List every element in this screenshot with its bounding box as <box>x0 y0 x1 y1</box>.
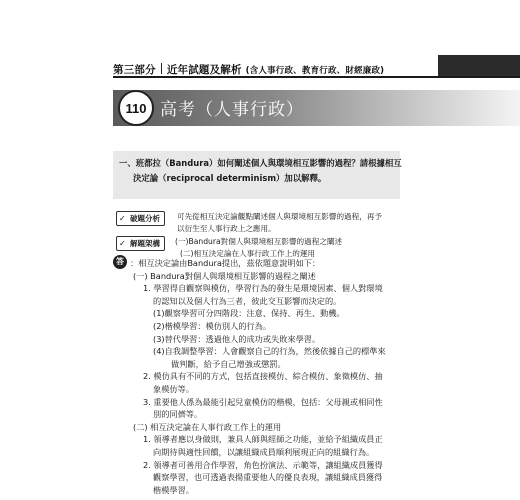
answer-line: ：相互決定論由Bandura提出，茲依題意說明如下： <box>130 258 321 268</box>
header-title: 近年試題及解析 <box>166 64 242 76</box>
answer-line: 別的同儕等。 <box>153 409 203 420</box>
answer-line: 1. 領導者應以身做則，兼具人師與經師之功能，並給予組織成員正 <box>143 434 383 445</box>
header-subtitle: (含人事行政、教育行政、財經廉政) <box>245 66 385 76</box>
chapter-title: 高考（人事行政） <box>160 100 304 120</box>
answer-line: (二) 相互決定論在人事行政工作上的運用 <box>133 421 282 432</box>
header-part: 第三部分 <box>113 64 156 76</box>
answer-line: (4)自我調整學習：人會觀察自己的行為，然後依據自己的標準來 <box>153 346 386 357</box>
running-header <box>113 62 384 77</box>
question-line-1: 一、班都拉（Bandura）如何闡述個人與環境相互影響的過程？請根據相互 <box>119 158 402 168</box>
header-dark-block <box>438 55 520 76</box>
answer-line: 1. 學習得自觀察與模仿，學習行為的發生是環境因素、個人對環境 <box>143 283 383 294</box>
answer-line: (3)替代學習：透過他人的成功或失敗來學習。 <box>153 333 321 344</box>
answer-line: 向期待與適性回饋，以讓組織成員順利展現正向的組織行為。 <box>153 447 375 457</box>
answer-line: 3. 重要他人係為最能引起兒童模仿的楷模，包括：父母親或相同性 <box>143 396 383 407</box>
framework-item-2: (二)相互決定論在人事行政工作上的運用 <box>180 249 316 258</box>
answer-line: 的認知以及個人行為三者，彼此交互影響而決定的。 <box>153 295 342 306</box>
header-rule <box>113 76 520 78</box>
question-box <box>113 151 400 199</box>
answer-icon: 答 <box>113 255 127 269</box>
answer-line: 象模仿等。 <box>153 384 194 394</box>
framework-tag: ✓ 解題架構 <box>116 236 165 251</box>
answer-line: 2. 模仿具有不同的方式，包括直接模仿、綜合模仿、象徵模仿、抽 <box>143 371 383 382</box>
answer-line: 做判斷，給予自己增強或懲罰。 <box>171 358 286 369</box>
analysis-line-1: 可先從相互決定論觀點闡述個人與環境相互影響的過程，再予 <box>177 212 383 221</box>
answer-line: (2)楷模學習：模仿別人的行為。 <box>153 321 272 331</box>
analysis-tag: ✓ 破題分析 <box>116 211 165 226</box>
chapter-number: 110 <box>118 90 154 126</box>
framework-item-1: (一)Bandura對個人與環境相互影響的過程之闡述 <box>175 237 343 246</box>
answer-line: (一) Bandura對個人與環境相互影響的過程之闡述 <box>133 270 316 281</box>
analysis-line-2: 以衍生至人事行政上之應用。 <box>177 224 276 233</box>
header-separator <box>161 63 162 74</box>
answer-line: 楷模學習。 <box>153 484 194 495</box>
question-line-2: 決定論（reciprocal determinism）加以解釋。 <box>133 173 327 183</box>
answer-line: 2. 領導者可善用合作學習，角色扮演法、示範等，讓組織成員獲得 <box>143 459 383 470</box>
answer-line: 觀察學習，也可透過表揚重要他人的優良表現，讓組織成員獲得 <box>153 472 383 483</box>
answer-line: (1)觀察學習可分四階段：注意、保持、再生、動機。 <box>153 308 345 319</box>
